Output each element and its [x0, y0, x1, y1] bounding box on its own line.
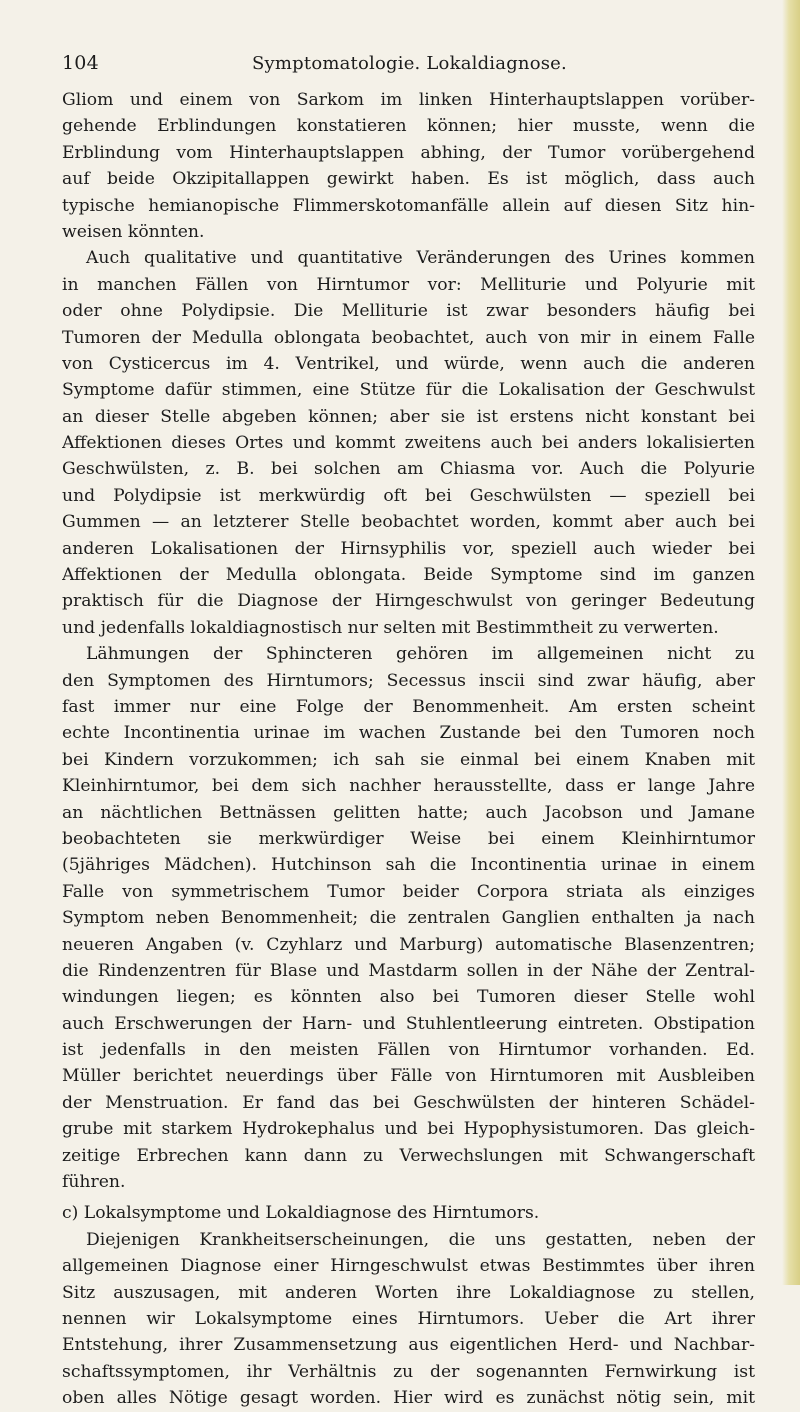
- body-text: [62, 87, 755, 1412]
- text-line: Kleinhirntumor, bei dem sich nachher herausstellte, dass er lange Jahre: [62, 776, 755, 797]
- text-line: Gummen — an letzterer Stelle beobachtet worden, kommt aber auch bei: [62, 512, 755, 533]
- text-line: Symptom neben Benommenheit; die zentralen Ganglien enthalten ja nach: [62, 908, 755, 929]
- text-line: windungen liegen; es könnten also bei Tumoren dieser Stelle wohl: [62, 987, 755, 1008]
- text-line: auf beide Okzipitallappen gewirkt haben. Es ist möglich, dass auch: [62, 169, 755, 190]
- text-line: grube mit starkem Hydrokephalus und bei Hypophysistumoren. Das gleich-: [62, 1119, 755, 1140]
- text-line: Tumoren der Medulla oblongata beobachtet, auch von mir in einem Falle: [62, 327, 755, 348]
- text-line: praktisch für die Diagnose der Hirngeschwulst von geringer Bedeutung: [62, 591, 755, 612]
- text-line: schaftssymptomen, ihr Verhältnis zu der sogenannten Fernwirkung ist: [62, 1361, 755, 1382]
- running-title: Symptomatologie. Lokaldiagnose.: [252, 53, 567, 74]
- text-line: Geschwülsten, z. B. bei solchen am Chiasma vor. Auch die Polyurie: [62, 459, 755, 480]
- text-line: die Rindenzentren für Blase und Mastdarm sollen in der Nähe der Zentral-: [62, 960, 755, 981]
- text-line: in manchen Fällen von Hirntumor vor: Melliturie und Polyurie mit: [62, 274, 755, 295]
- text-line: gehende Erblindungen konstatieren können; hier musste, wenn die: [62, 116, 755, 137]
- text-line: und jedenfalls lokaldiagnostisch nur selten mit Bestimmtheit zu verwerten.: [62, 617, 719, 638]
- text-line: anderen Lokalisationen der Hirnsyphilis vor, speziell auch wieder bei: [62, 538, 755, 559]
- text-line: c) Lokalsymptome und Lokaldiagnose des Hirntumors.: [62, 1203, 540, 1224]
- text-line: Sitz auszusagen, mit anderen Worten ihre Lokaldiagnose zu stellen,: [62, 1282, 755, 1303]
- page-number: 104: [62, 52, 99, 74]
- text-line: typische hemianopische Flimmerskotomanfälle allein auf diesen Sitz hin-: [62, 195, 755, 216]
- text-line: oder ohne Polydipsie. Die Melliturie ist zwar besonders häufig bei: [62, 301, 755, 322]
- page-header: [62, 52, 755, 82]
- text-line: Affektionen der Medulla oblongata. Beide Symptome sind im ganzen: [62, 565, 755, 586]
- text-line: beobachteten sie merkwürdiger Weise bei einem Kleinhirntumor: [62, 828, 755, 849]
- text-line: auch Erschwerungen der Harn- und Stuhlentleerung eintreten. Obstipation: [62, 1013, 755, 1034]
- text-line: Diejenigen Krankheitserscheinungen, die uns gestatten, neben der: [86, 1229, 755, 1250]
- text-line: den Symptomen des Hirntumors; Secessus inscii sind zwar häufig, aber: [62, 670, 755, 691]
- text-line: Erblindung vom Hinterhauptslappen abhing, der Tumor vorübergehend: [62, 142, 755, 163]
- text-line: echte Incontinentia urinae im wachen Zustande bei den Tumoren noch: [62, 723, 755, 744]
- text-line: Auch qualitative und quantitative Veränderungen des Urines kommen: [86, 248, 755, 269]
- text-line: von Cysticercus im 4. Ventrikel, und würde, wenn auch die anderen: [62, 353, 755, 374]
- text-line: weisen könnten.: [62, 221, 205, 242]
- text-line: Müller berichtet neuerdings über Fälle von Hirntumoren mit Ausbleiben: [62, 1066, 755, 1087]
- text-line: führen.: [62, 1172, 126, 1193]
- text-line: und Polydipsie ist merkwürdig oft bei Geschwülsten — speziell bei: [62, 485, 755, 506]
- text-line: an nächtlichen Bettnässen gelitten hatte; auch Jacobson und Jamane: [62, 802, 755, 823]
- book-page: [62, 52, 755, 1412]
- text-line: Falle von symmetrischem Tumor beider Corpora striata als einziges: [62, 881, 755, 902]
- text-line: Gliom und einem von Sarkom im linken Hinterhauptslappen vorüber-: [62, 90, 755, 110]
- text-line: fast immer nur eine Folge der Benommenheit. Am ersten scheint: [62, 696, 755, 717]
- text-line: ist jedenfalls in den meisten Fällen von Hirntumor vorhanden. Ed.: [62, 1040, 755, 1061]
- text-line: Lähmungen der Sphincteren gehören im allgemeinen nicht zu: [86, 644, 755, 665]
- text-line: oben alles Nötige gesagt worden. Hier wird es zunächst nötig sein, mit: [62, 1388, 755, 1409]
- text-line: zeitige Erbrechen kann dann zu Verwechslungen mit Schwangerschaft: [62, 1145, 755, 1166]
- page-edge: [782, 0, 800, 1285]
- text-line: neueren Angaben (v. Czyhlarz und Marburg) automatische Blasenzentren;: [62, 934, 755, 955]
- text-line: allgemeinen Diagnose einer Hirngeschwulst etwas Bestimmtes über ihren: [62, 1256, 755, 1277]
- text-line: Symptome dafür stimmen, eine Stütze für die Lokalisation der Geschwulst: [62, 380, 755, 401]
- text-line: (5jähriges Mädchen). Hutchinson sah die Incontinentia urinae in einem: [62, 855, 755, 876]
- text-line: der Menstruation. Er fand das bei Geschwülsten der hinteren Schädel-: [62, 1092, 755, 1113]
- text-line: bei Kindern vorzukommen; ich sah sie einmal bei einem Knaben mit: [62, 749, 755, 770]
- text-line: nennen wir Lokalsymptome eines Hirntumors. Ueber die Art ihrer: [62, 1308, 755, 1329]
- text-line: an dieser Stelle abgeben können; aber sie ist erstens nicht konstant bei: [62, 406, 755, 427]
- text-line: Affektionen dieses Ortes und kommt zweitens auch bei anders lokalisierten: [62, 433, 755, 454]
- text-line: Entstehung, ihrer Zusammensetzung aus eigentlichen Herd- und Nachbar-: [62, 1335, 755, 1356]
